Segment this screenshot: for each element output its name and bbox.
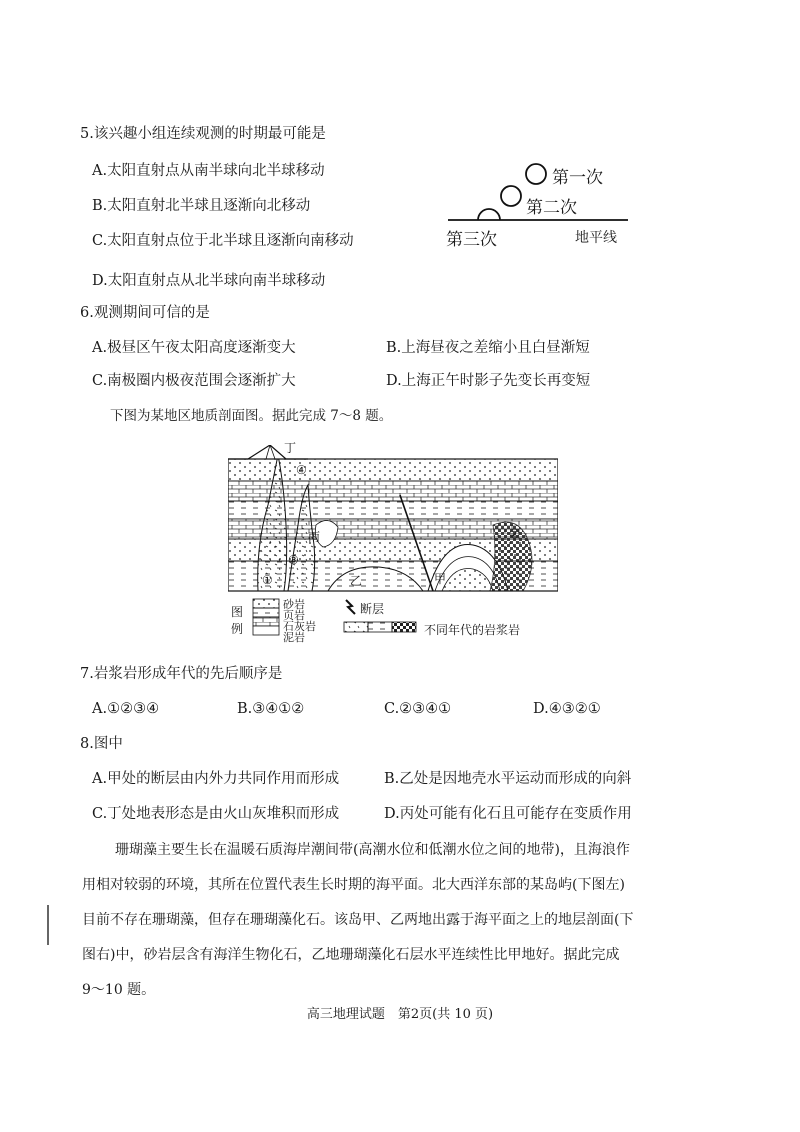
label-yi: 乙: [350, 574, 363, 588]
label-n1: ①: [262, 573, 273, 587]
geologic-section-drawing: [228, 445, 558, 595]
label-first: 第一次: [552, 168, 603, 188]
passage-line-3: 目前不存在珊瑚藻，但存在珊瑚藻化石。该岛甲、乙两地出露于海平面之上的地层剖面(下: [82, 912, 634, 928]
legend-title-2: 例: [231, 622, 244, 636]
page-footer: 高三地理试题 第2页(共 10 页): [306, 1007, 494, 1022]
legend-swatches: [252, 598, 282, 638]
q8-option-a: A.甲处的断层由内外力共同作用而形成: [92, 771, 340, 787]
q8-option-c: C.丁处地表形态是由火山灰堆积而形成: [92, 806, 340, 822]
geologic-section-figure: [228, 441, 558, 595]
q6-option-c: C.南极圈内极夜范围会逐渐扩大: [92, 373, 296, 389]
intro-7-8: 下图为某地区地质剖面图。据此完成 7～8 题。: [110, 408, 393, 424]
q5-stem: 5.该兴趣小组连续观测的时期最可能是: [80, 126, 326, 142]
q8-option-b: B.乙处是因地壳水平运动而形成的向斜: [384, 771, 632, 787]
legend-shale: 页岩: [283, 609, 305, 622]
q6-option-d: D.上海正午时影子先变长再变短: [386, 373, 591, 389]
sun-first-icon: [526, 164, 546, 184]
label-n2: ②: [509, 527, 520, 541]
q6-option-a: A.极昼区午夜太阳高度逐渐变大: [92, 340, 296, 356]
passage-line-2: 用相对较弱的环境，其所在位置代表生长时期的海平面。北大西洋东部的某岛屿(下图左): [82, 877, 625, 893]
q8-option-d: D.丙处可能有化石且可能存在变质作用: [384, 806, 632, 822]
q5-option-c: C.太阳直射点位于北半球且逐渐向南移动: [92, 233, 354, 249]
legend-magma: 不同年代的岩浆岩: [424, 623, 521, 637]
passage-line-5: 9～10 题。: [82, 982, 156, 998]
passage-line-4: 图右)中，砂岩层含有海洋生物化石，乙地珊瑚藻化石层水平连续性比甲地好。据此完成: [82, 947, 620, 963]
q7-stem: 7.岩浆岩形成年代的先后顺序是: [80, 666, 283, 682]
fault-icon: [343, 598, 359, 616]
q7-option-b: B.③④①②: [237, 701, 305, 717]
sun-second-icon: [501, 186, 521, 206]
legend-fault: 断层: [360, 602, 385, 616]
margin-mark: [47, 905, 49, 945]
legend-sandstone: 砂岩: [283, 598, 305, 611]
label-ding: 丁: [284, 441, 297, 455]
q7-option-c: C.②③④①: [384, 701, 452, 717]
passage-line-1: 珊瑚藻主要生长在温暖石质海岸潮间带(高潮水位和低潮水位之间的地带)，且海浪作: [115, 842, 630, 858]
label-third: 第三次: [446, 230, 497, 250]
q5-option-b: B.太阳直射北半球且逐渐向北移动: [92, 198, 311, 214]
sun-third-icon: [478, 209, 500, 220]
label-horizon: 地平线: [575, 230, 617, 246]
legend-title-1: 图: [231, 605, 244, 619]
label-n4: ④: [296, 463, 307, 477]
label-n3: ③: [288, 553, 299, 567]
q8-stem: 8.图中: [80, 736, 123, 752]
magma-swatches: [343, 620, 421, 634]
label-bing: 丙: [308, 530, 321, 544]
q5-option-a: A.太阳直射点从南半球向北半球移动: [92, 163, 325, 179]
sun-observation-figure: [440, 155, 640, 255]
label-second: 第二次: [526, 198, 577, 218]
label-jia: 甲: [434, 572, 447, 586]
q7-option-d: D.④③②①: [533, 701, 601, 717]
q6-option-b: B.上海昼夜之差缩小且白昼渐短: [386, 340, 590, 356]
legend-mudstone: 泥岩: [283, 631, 305, 644]
q7-option-a: A.①②③④: [92, 701, 160, 717]
q6-stem: 6.观测期间可信的是: [80, 305, 210, 321]
q5-option-d: D.太阳直射点从北半球向南半球移动: [92, 273, 326, 289]
legend-limestone: 石灰岩: [283, 620, 316, 633]
